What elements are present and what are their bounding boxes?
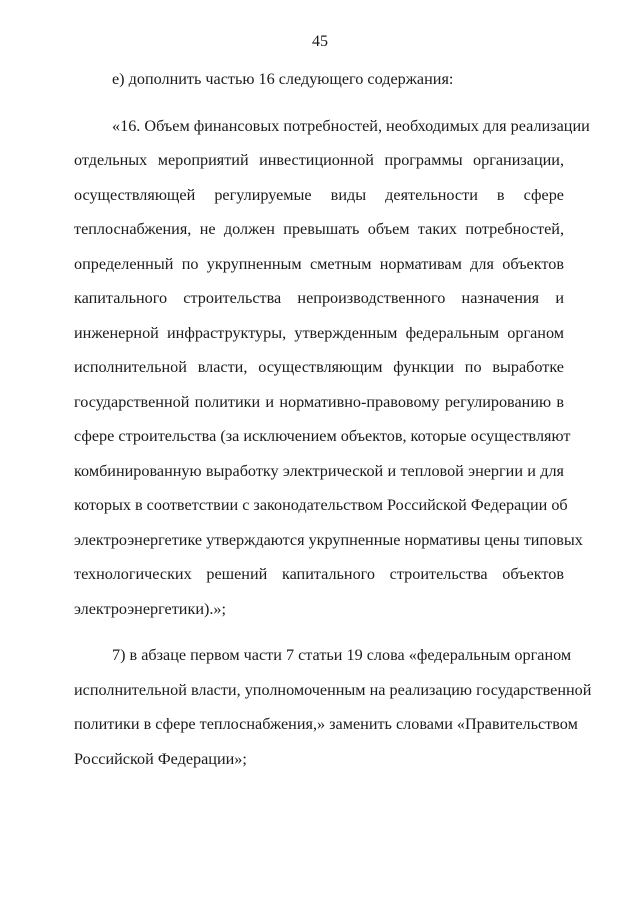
text-line: сфере строительства (за исключением объектов, которые осуществляют [74,427,571,445]
text-line: капитального строительства непроизводственного назначения и [74,289,564,307]
text-line: 7) в абзаце первом части 7 статьи 19 слова «федеральным органом [112,646,572,664]
text-line: государственной политики и нормативно-правовому регулированию в [74,392,564,411]
paragraph [74,68,564,103]
paragraph [74,115,590,633]
text-line: исполнительной власти, осуществляющим функции по выработке [74,358,564,376]
text-line: политики в сфере теплоснабжения,» заменить словами «Правительством [74,715,578,733]
paragraph-gap [74,632,564,644]
text-line: Российской Федерации»; [74,749,247,768]
text-line: электроэнергетике утверждаются укрупненные нормативы цены типовых [74,530,583,549]
text-line: комбинированную выработку электрической и тепловой энергии и для [74,461,564,480]
text-line: осуществляющей регулируемые виды деятельности в сфере [74,185,564,204]
text-line: е) дополнить частью 16 следующего содержания: [112,70,454,88]
text-line: определенный по укрупненным сметным нормативам для объектов [74,254,564,273]
paragraph-gap [74,103,564,115]
text-line: технологических решений капитального строительства объектов [74,565,564,583]
text-line: теплоснабжения, не должен превышать объем таких потребностей, [74,220,564,238]
text-line: отдельных мероприятий инвестиционной программы организации, [74,151,564,169]
page-number: 45 [312,33,328,50]
text-line: инженерной инфраструктуры, утвержденным федеральным органом [74,323,564,342]
document-body [74,68,592,782]
text-line: электроэнергетики).»; [74,599,227,618]
text-line: исполнительной власти, уполномоченным на реализацию государственной [74,680,592,699]
paragraph [74,644,592,782]
text-line: «16. Объем финансовых потребностей, необходимых для реализации [112,116,590,135]
text-line: которых в соответствии с законодательством Российской Федерации об [74,496,568,514]
